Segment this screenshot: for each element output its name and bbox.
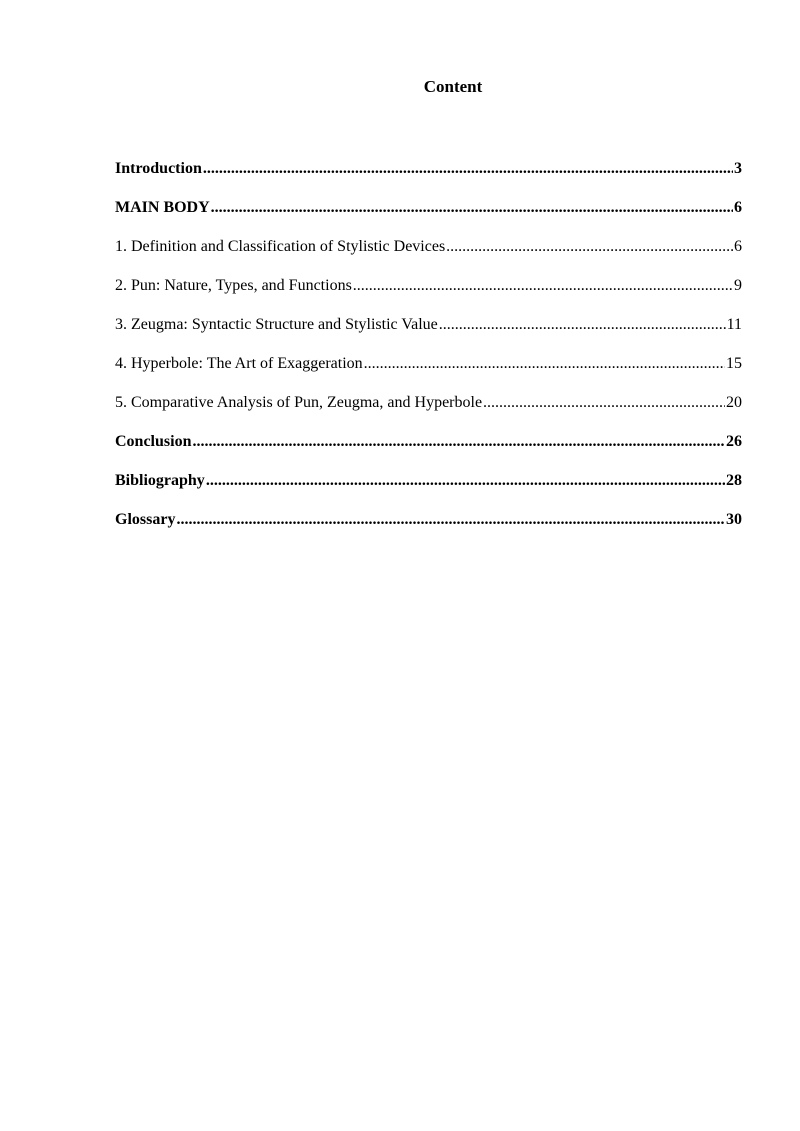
toc-page-number: 6 (734, 238, 742, 255)
toc-entry-main-body (115, 197, 742, 236)
toc-entry-comparative-analysis (115, 392, 742, 431)
toc-page-number: 30 (726, 511, 742, 528)
toc-entry-label: 2. Pun: Nature, Types, and Functions (115, 277, 352, 294)
toc-entry-glossary (115, 509, 742, 548)
toc-dot-leader (353, 275, 733, 297)
toc-dot-leader (192, 431, 725, 453)
toc-entry-hyperbole (115, 353, 742, 392)
toc-entry-label: 5. Comparative Analysis of Pun, Zeugma, and Hyperbole (115, 394, 483, 411)
toc-entry-label: MAIN BODY (115, 199, 210, 216)
toc-entry-label: 4. Hyperbole: The Art of Exaggeration (115, 355, 363, 372)
toc-dot-leader (176, 509, 725, 531)
toc-entry-label: 1. Definition and Classification of Stylistic Devices (115, 238, 446, 255)
toc-dot-leader (206, 470, 725, 492)
toc-entry-pun (115, 275, 742, 314)
toc-entry-label: Introduction (115, 160, 202, 177)
toc-entry-introduction (115, 158, 742, 197)
toc-dot-leader (364, 353, 725, 375)
toc-entry-zeugma (115, 314, 742, 353)
toc-page-number: 20 (726, 394, 742, 411)
table-of-contents (115, 158, 742, 548)
toc-entry-label: Conclusion (115, 433, 192, 450)
toc-entry-label: 3. Zeugma: Syntactic Structure and Stylistic Value (115, 316, 438, 333)
toc-dot-leader (483, 392, 725, 414)
toc-page-number: 28 (726, 472, 742, 489)
toc-dot-leader (446, 236, 733, 258)
toc-entry-definition (115, 236, 742, 275)
toc-page-number: 3 (734, 160, 742, 177)
toc-entry-label: Bibliography (115, 472, 205, 489)
toc-entry-conclusion (115, 431, 742, 470)
toc-entry-bibliography (115, 470, 742, 509)
toc-page-number: 11 (726, 316, 742, 333)
toc-page-number: 6 (734, 199, 742, 216)
toc-title: Content (423, 77, 483, 96)
toc-page-number: 26 (726, 433, 742, 450)
toc-dot-leader (211, 197, 733, 219)
toc-dot-leader (203, 158, 733, 180)
toc-page-number: 9 (734, 277, 742, 294)
toc-dot-leader (439, 314, 726, 336)
toc-page-number: 15 (726, 355, 742, 372)
toc-entry-label: Glossary (115, 511, 176, 528)
